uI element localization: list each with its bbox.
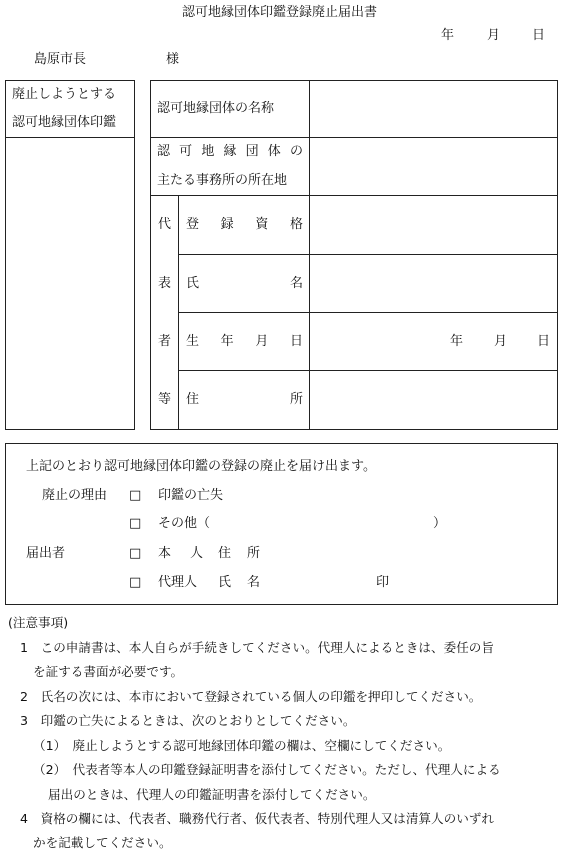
birth-year-label: 年 xyxy=(450,334,464,349)
table-row-divider xyxy=(178,370,558,371)
group-name-label: 認可地縁団体の名称 xyxy=(157,101,275,116)
seal-box-divider xyxy=(5,137,135,138)
option-other-close: ） xyxy=(433,516,447,531)
birth-day-label: 日 xyxy=(537,334,551,349)
addressee: 島原市長 xyxy=(34,52,87,67)
reason-label: 廃止の理由 xyxy=(42,488,108,503)
birthdate-label: 生 年 月 日 xyxy=(186,334,303,349)
addressee-honorific: 様 xyxy=(166,52,180,67)
representative-label-char: 表 xyxy=(158,276,172,291)
table-row-divider xyxy=(150,137,558,138)
representative-label-char: 代 xyxy=(158,217,172,232)
agent-label: 代理人 xyxy=(158,575,198,590)
note-line: 1 この申請書は、本人自らが手続きしてください。代理人によるときは、委任の旨 xyxy=(20,640,494,655)
note-line: を証する書面が必要です。 xyxy=(33,664,184,679)
seal-box-label-1: 廃止しようとする xyxy=(12,87,117,102)
note-line: （1） 廃止しようとする認可地縁団体印鑑の欄は、空欄にしてください。 xyxy=(33,738,451,753)
name-label: 氏 名 xyxy=(186,276,303,291)
submitter-label: 届出者 xyxy=(26,546,66,561)
note-line: かを記載してください。 xyxy=(33,835,172,850)
office-address-label-2: 主たる事務所の所在地 xyxy=(157,173,288,188)
option-lost-seal: 印鑑の亡失 xyxy=(158,488,224,503)
note-line: 2 氏名の次には、本市において登録されている個人の印鑑を押印してください。 xyxy=(20,689,482,704)
option-other: その他（ xyxy=(158,516,211,531)
note-line: （2） 代表者等本人の印鑑登録証明書を添付してください。ただし、代理人による xyxy=(33,762,501,777)
notes-heading: (注意事項) xyxy=(8,615,69,630)
table-value-column-divider xyxy=(309,80,310,430)
residence-label: 住 所 xyxy=(186,392,303,407)
agent-name-label: 氏 名 xyxy=(218,575,260,590)
representative-label-char: 等 xyxy=(158,392,172,407)
self-label: 本 人 xyxy=(158,546,203,561)
note-line: 3 印鑑の亡失によるときは、次のとおりとしてください。 xyxy=(20,713,356,728)
self-address-label: 住 所 xyxy=(218,546,260,561)
representative-column-divider xyxy=(178,195,179,430)
seal-mark: 印 xyxy=(376,575,390,590)
note-line: 4 資格の欄には、代表者、職務代行者、仮代表者、特別代理人又は清算人のいずれ xyxy=(20,811,494,826)
checkbox-lost-seal[interactable]: □ xyxy=(129,488,142,503)
date-day-label: 日 xyxy=(532,28,546,43)
checkbox-agent[interactable]: □ xyxy=(129,575,142,590)
office-address-label-1: 認 可 地 縁 団 体 の xyxy=(157,144,303,159)
registration-table xyxy=(150,80,558,430)
table-row-divider xyxy=(178,312,558,313)
checkbox-self[interactable]: □ xyxy=(129,546,142,561)
table-row-divider xyxy=(150,195,558,196)
seal-box-label-2: 認可地縁団体印鑑 xyxy=(12,115,117,130)
date-month-label: 月 xyxy=(487,28,501,43)
document-title: 認可地縁団体印鑑登録廃止届出書 xyxy=(182,5,378,20)
date-year-label: 年 xyxy=(441,28,455,43)
checkbox-other[interactable]: □ xyxy=(129,516,142,531)
table-row-divider xyxy=(178,254,558,255)
seal-impression-box xyxy=(5,80,135,430)
note-line: 届出のときは、代理人の印鑑証明書を添付してください。 xyxy=(48,787,376,802)
birth-month-label: 月 xyxy=(494,334,508,349)
declaration-statement: 上記のとおり認可地縁団体印鑑の登録の廃止を届け出ます。 xyxy=(26,459,376,474)
representative-label-char: 者 xyxy=(158,334,172,349)
qualification-label: 登 録 資 格 xyxy=(186,217,303,232)
